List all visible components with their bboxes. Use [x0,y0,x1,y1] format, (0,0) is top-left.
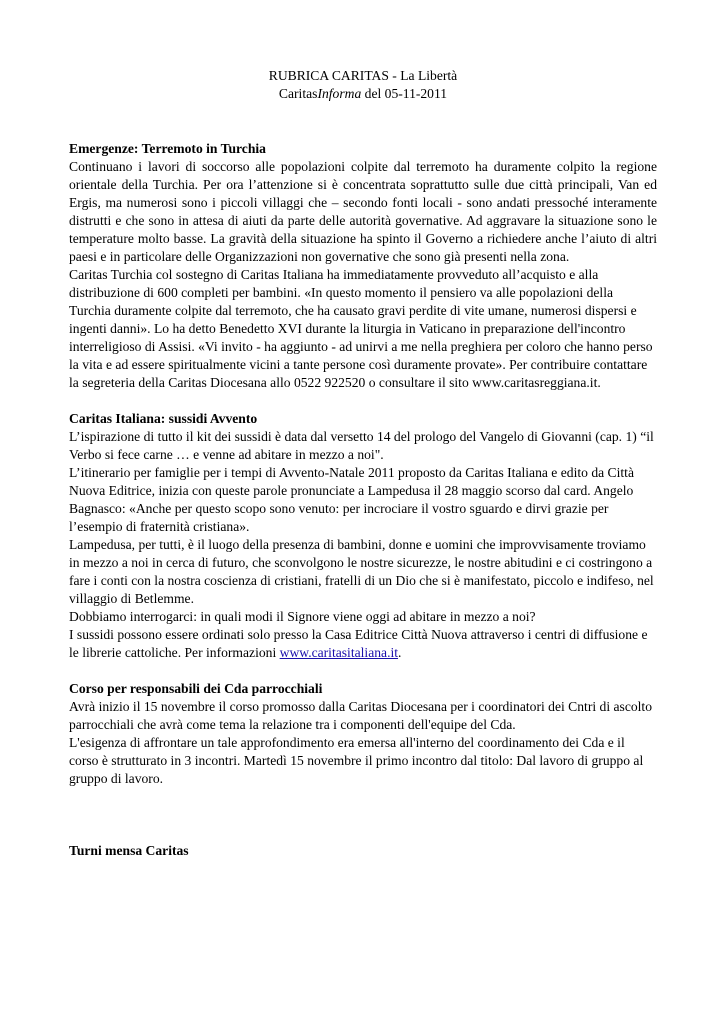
caritas-italiana-link[interactable]: www.caritasitaliana.it [279,645,399,660]
paragraph: L'esigenza di affrontare un tale approfondimento era emersa all'interno del coordinamento dei Cda e il corso è strutturato in 3 incontri. Martedì 15 novembre il primo incontro dal titolo: Dal lavoro di gruppo al gruppo di lavoro. [69,735,644,786]
section-title: Turni mensa Caritas [69,843,189,858]
section-title: Corso per responsabili dei Cda parrocchiali [69,681,323,696]
section-canteen-shifts [69,842,657,860]
section-cda-course [69,680,657,788]
section-turkey-earthquake [69,140,657,392]
header-subtitle-prefix: Caritas [278,86,318,101]
paragraph: L’itinerario per famiglie per i tempi di Avvento-Natale 2011 proposto da Caritas Italiana e edito da Città Nuova Editrice, inizia con queste parole pronunciate a Lampedusa il 28 maggio scorso dal card. Angelo Bagnasco: «Anche per questo scopo sono venuto: per incrociare il vostro sguardo e dirvi grazie per l’esempio di fraternità cristiana». [69,465,634,534]
header-subtitle-date: del 05-11-2011 [361,86,448,101]
document-header [69,67,657,103]
paragraph-text: I sussidi possono essere ordinati solo presso la Casa Editrice Città Nuova attraverso i centri di diffusione e le librerie cattoliche. Per informazioni [69,627,648,660]
section-advent-kits [69,410,657,662]
spacer [69,788,657,842]
paragraph: Continuano i lavori di soccorso alle popolazioni colpite dal terremoto ha duramente colpito la regione orientale della Turchia. Per ora l’attenzione si è concentrata soprattutto sulle due città principali, Van ed Ergis, ma numerosi sono i piccoli villaggi che – secondo fonti locali - sono andati pressoché interamente distrutti e che sono in attesa di aiuti da parte delle autorità governative. Ad aggravare la situazione sono le temperature molto basse. La gravità della situazione ha spinto il Governo a richiedere anche l’aiuto di altri paesi e in particolare delle Organizzazioni non governative che sono già presenti nella zona. [69,159,657,264]
section-title: Emergenze: Terremoto in Turchia [69,141,266,156]
header-subtitle-italic: Informa [317,86,362,101]
paragraph-end: . [398,645,402,660]
paragraph: Dobbiamo interrogarci: in quali modi il Signore viene oggi ad abitare in mezzo a noi? [69,609,536,624]
paragraph: Caritas Turchia col sostegno di Caritas Italiana ha immediatamente provveduto all’acquisto e alla distribuzione di 600 completi per bambini. «In questo momento il pensiero va alle popolazioni della Turchia duramente colpite dal terremoto, che ha causato gravi perdite di vite umane, numerosi dispersi e ingenti danni». Lo ha detto Benedetto XVI durante la liturgia in Vaticano in preparazione dell'incontro interreligioso di Assisi. «Vi invito - ha aggiunto - ad unirvi a me nella preghiera per coloro che hanno perso la vita e ad essere spiritualmente vicini a tante persone così duramente provate». Per contribuire contattare la segreteria della Caritas Diocesana allo 0522 922520 o consultare il sito www.caritasreggiana.it. [69,267,653,390]
section-title: Caritas Italiana: sussidi Avvento [69,411,258,426]
paragraph [69,626,657,662]
spacer [69,662,657,680]
document-page [69,0,657,860]
spacer [69,103,657,140]
header-subtitle [69,85,657,103]
header-title: RUBRICA CARITAS - La Libertà [268,68,458,83]
paragraph: L’ispirazione di tutto il kit dei sussidi è data dal versetto 14 del prologo del Vangelo di Giovanni (cap. 1) “il Verbo si fece carne … e venne ad abitare in mezzo a noi". [69,429,654,462]
spacer [69,392,657,410]
paragraph: Avrà inizio il 15 novembre il corso promosso dalla Caritas Diocesana per i coordinatori dei Cntri di ascolto parrocchiali che avrà come tema la relazione tra i componenti dell'equipe del Cda. [69,699,652,732]
paragraph: Lampedusa, per tutti, è il luogo della presenza di bambini, donne e uomini che improvvisamente troviamo in mezzo a noi in cerca di futuro, che sconvolgono le nostre sicurezze, le nostre abitudini e ci costringono a fare i conti con la nostra coscienza di cristiani, fratelli di un Dio che si è manifestato, piccolo e indifeso, nel villaggio di Betlemme. [69,537,654,606]
